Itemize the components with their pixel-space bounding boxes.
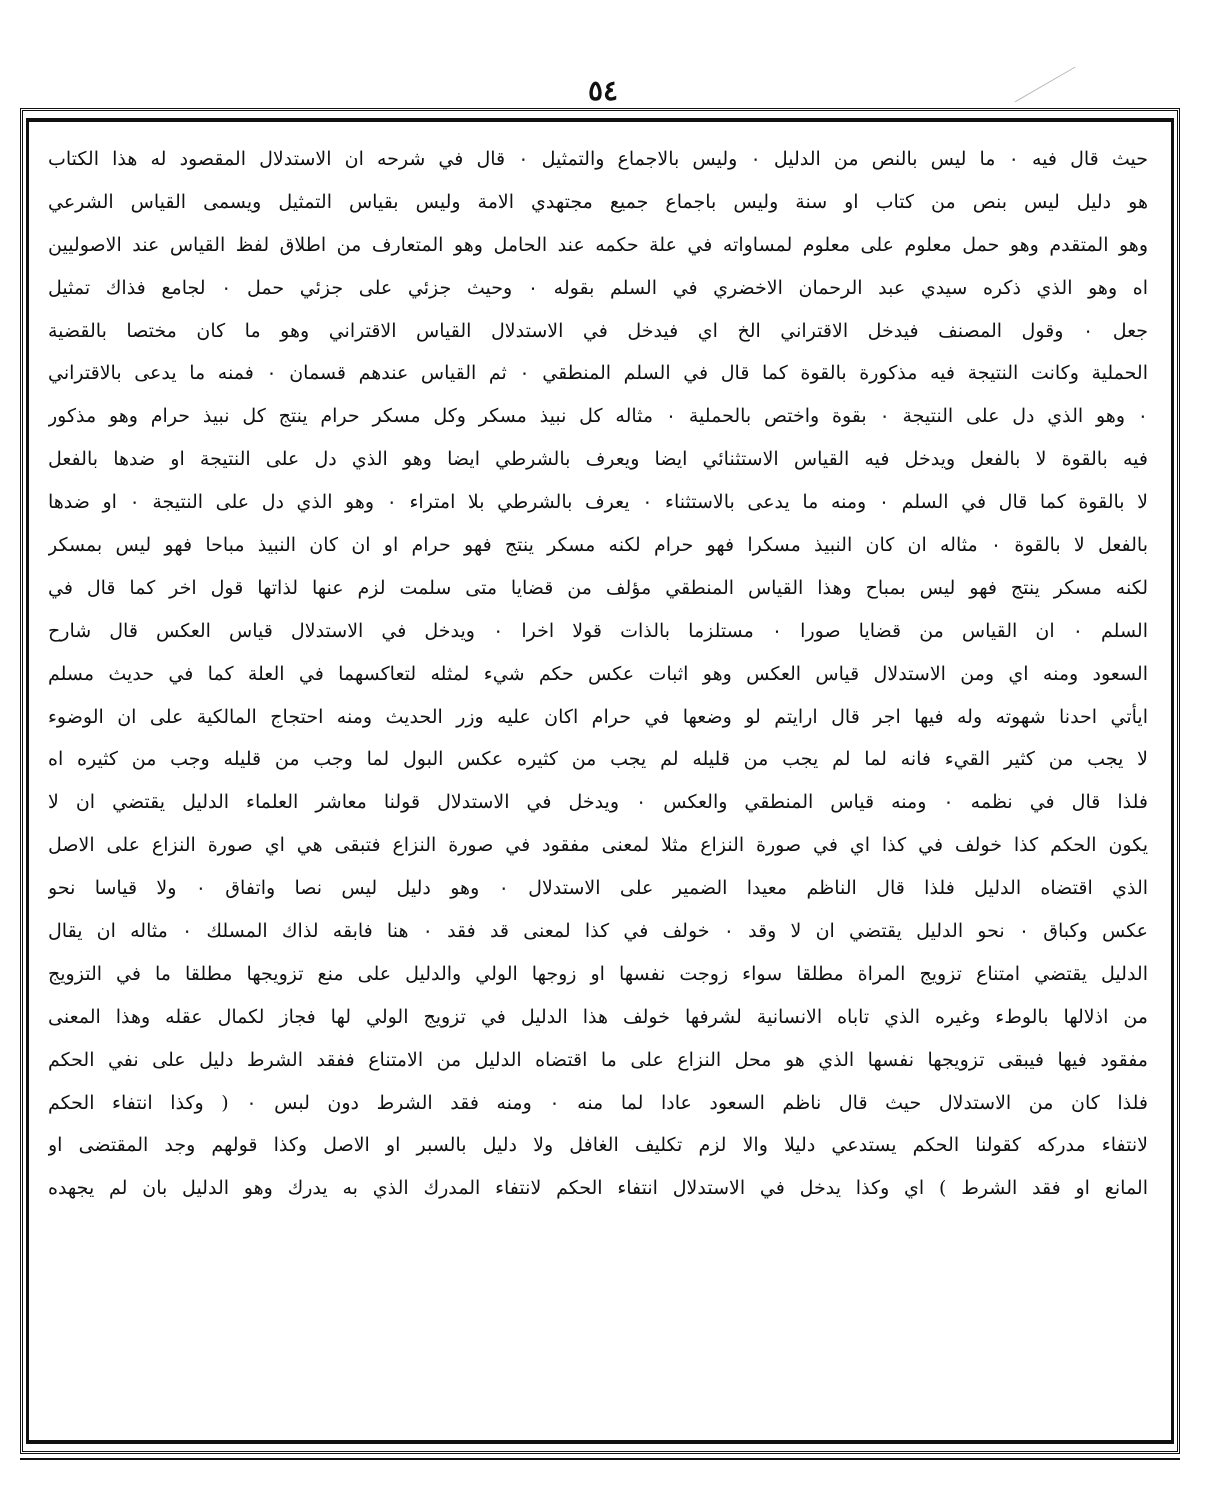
text-line: عكس وكباق ٠ نحو الدليل يقتضي ان لا وقد ٠ خولف في كذا لمعنى قد فقد ٠ هنا فابقه لذاك المسلك ٠ مثاله ان يقال — [48, 920, 1148, 943]
page-frame-bottom-rule — [20, 1458, 1180, 1460]
body-text — [48, 138, 1148, 1438]
text-line: مفقود فيها فيبقى تزويجها نفسها الذي هو محل النزاع على ما اقتضاه الدليل من الامتناع ففقد الشرط دليل على نفي الحكم — [48, 1048, 1148, 1071]
text-line: فلذا قال في نظمه ٠ ومنه قياس المنطقي والعكس ٠ ويدخل في الاستدلال قولنا معاشر العلماء الدليل يقتضي ان لا — [48, 791, 1148, 814]
text-line: السعود ومنه اي ومن الاستدلال قياس العكس وهو اثبات عكس حكم شيء لمثله لتعاكسهما في العلة كما في حديث مسلم — [48, 662, 1148, 685]
text-line: بالفعل لا بالقوة ٠ مثاله ان كان النبيذ مسكرا فهو حرام لكنه مسكر ينتج فهو حرام او ان كان النبيذ مباحا فهو ليس بمسكر — [48, 534, 1148, 557]
text-line: لا بالقوة كما قال في السلم ٠ ومنه ما يدعى بالاستثناء ٠ يعرف بالشرطي بلا امتراء ٠ وهو الذي دل على النتيجة ٠ او ضدها — [48, 491, 1148, 514]
page-number: ٥٤ — [587, 74, 619, 107]
text-line: اه وهو الذي ذكره سيدي عبد الرحمان الاخضري في السلم بقوله ٠ وحيث جزئي على جزئي حمل ٠ لجامع فذاك تمثيل — [48, 276, 1148, 299]
text-line: لكنه مسكر ينتج فهو ليس بمباح وهذا القياس المنطقي مؤلف من قضايا متى سلمت لزم عنها لذاتها قول اخر كما قال في — [48, 576, 1148, 599]
text-line: هو دليل ليس بنص من كتاب او سنة وليس باجماع جميع مجتهدي الامة وليس بقياس التمثيل ويسمى القياس الشرعي — [48, 190, 1148, 213]
text-line: جعل ٠ وقول المصنف فيدخل الاقتراني الخ اي فيدخل في الاستدلال القياس الاقتراني وهو ما كان مختصا بالقضية — [48, 319, 1148, 342]
text-line: ٠ وهو الذي دل على النتيجة ٠ بقوة واختص بالحملية ٠ مثاله كل نبيذ مسكر وكل مسكر حرام ينتج كل نبيذ حرام وهو مذكور — [48, 405, 1148, 428]
text-line: ايأتي احدنا شهوته وله فيها اجر قال ارايتم لو وضعها في حرام اكان عليه وزر الحديث ومنه احتجاج المالكية على ان الوضوء — [48, 705, 1148, 728]
text-line: الذي اقتضاه الدليل فلذا قال الناظم معيدا الضمير على الاستدلال ٠ وهو دليل ليس نصا واتفاق ٠ ولا قياسا نحو — [48, 877, 1148, 900]
text-line: فلذا كان من الاستدلال حيث قال ناظم السعود عادا لما منه ٠ ومنه فقد الشرط دون لبس ٠ ( وكذا انتفاء الحكم — [48, 1091, 1148, 1114]
text-line: الدليل يقتضي امتناع تزويج المراة مطلقا سواء زوجت نفسها او زوجها الولي والدليل على منع تزويجها مطلقا ما في التزويج — [48, 962, 1148, 985]
text-line: السلم ٠ ان القياس من قضايا صورا ٠ مستلزما بالذات قولا اخرا ٠ ويدخل في الاستدلال قياس العكس قال شارح — [48, 619, 1148, 642]
text-line: يكون الحكم كذا خولف في كذا اي في صورة النزاع مثلا لمعنى مفقود في صورة النزاع فتبقى هي اي صورة النزاع على الاصل — [48, 834, 1148, 857]
text-line: حيث قال فيه ٠ ما ليس بالنص من الدليل ٠ وليس بالاجماع والتمثيل ٠ قال في شرحه ان الاستدلال المقصود له هذا الكتاب — [48, 148, 1148, 170]
text-line: لا يجب من كثير القيء فانه لما لم يجب من قليله لم يجب من كثيره عكس البول لما وجب من قليله وجب من كثيره اه — [48, 748, 1148, 771]
text-line: من اذلالها بالوطء وغيره الذي تاباه الانسانية لشرفها خولف هذا الدليل في تزويج الولي لها فجاز لكمال عقله وهذا المعنى — [48, 1005, 1148, 1028]
text-line: لانتفاء مدركه كقولنا الحكم يستدعي دليلا والا لزم تكليف الغافل ولا دليل بالسبر او الاصل وكذا قولهم وجد المقتضى او — [48, 1134, 1148, 1157]
text-line: الحملية وكانت النتيجة فيه مذكورة بالقوة كما قال في السلم المنطقي ٠ ثم القياس عندهم قسمان ٠ فمنه ما يدعى بالاقتراني — [48, 362, 1148, 385]
text-line: فيه بالقوة لا بالفعل ويدخل فيه القياس الاستثنائي ايضا ويعرف بالشرطي ايضا وهو الذي دل على النتيجة او ضدها بالفعل — [48, 448, 1148, 471]
text-line: وهو المتقدم وهو حمل معلوم على معلوم لمساواته في علة حكمه عند الحامل وهو المتعارف من اطلاق لفظ القياس عند الاصوليين — [48, 233, 1148, 256]
text-line: المانع او فقد الشرط ) اي وكذا يدخل في الاستدلال انتفاء الحكم لانتفاء المدرك الذي به يدرك وهو الدليل بان لم يجهده — [48, 1177, 1148, 1200]
